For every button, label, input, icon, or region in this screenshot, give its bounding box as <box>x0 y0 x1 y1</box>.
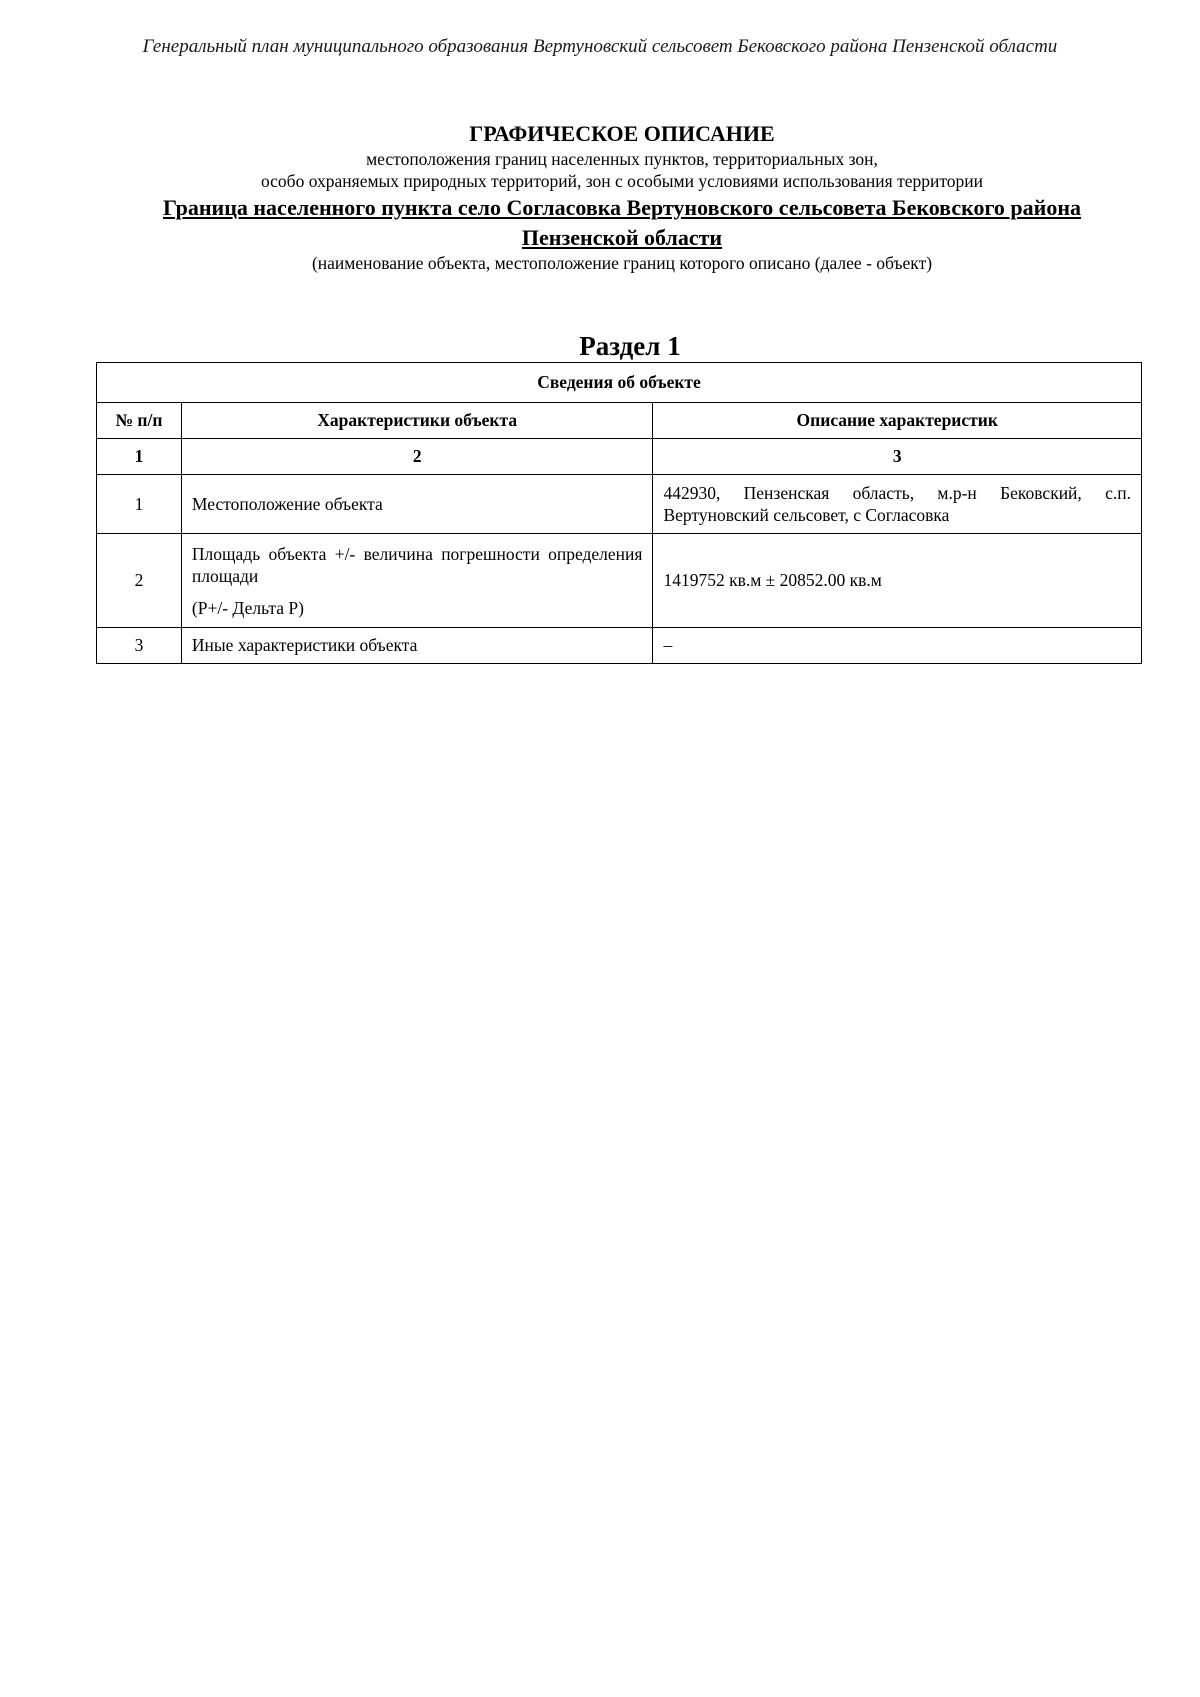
header-characteristic: Характеристики объекта <box>181 403 653 439</box>
column-number-row <box>97 439 1142 475</box>
header-description: Описание характеристик <box>653 403 1142 439</box>
table-row <box>97 475 1142 534</box>
header-number: № п/п <box>97 403 182 439</box>
object-caption: (наименование объекта, местоположение границ которого описано (далее - объект) <box>311 253 933 273</box>
document-title: ГРАФИЧЕСКОЕ ОПИСАНИЕ <box>469 121 775 146</box>
row-number: 2 <box>97 534 182 628</box>
table-caption-row <box>97 363 1142 403</box>
object-name-line-2: Пензенской области <box>521 225 723 250</box>
section-title: Раздел 1 <box>579 331 681 361</box>
table-header-row <box>97 403 1142 439</box>
object-info-table <box>96 362 1142 664</box>
row-characteristic: Площадь объекта +/- величина погрешности определения площади <box>191 543 643 586</box>
row-description: 1419752 кв.м ± 20852.00 кв.м <box>653 534 1142 628</box>
column-number-1: 1 <box>97 439 182 475</box>
column-number-3: 3 <box>653 439 1142 475</box>
row-number: 1 <box>97 475 182 534</box>
row-characteristic-note: (Р+/- Дельта Р) <box>191 597 304 618</box>
table-row <box>97 534 1142 628</box>
column-number-2: 2 <box>181 439 653 475</box>
row-characteristic-cell <box>181 534 653 628</box>
subtitle-line-2: особо охраняемых природных территорий, зон с особыми условиями использования территории <box>260 171 984 191</box>
row-description: 442930, Пензенская область, м.р-н Бековский, с.п. Вертуновский сельсовет, с Согласовка <box>653 475 1142 534</box>
running-header: Генеральный план муниципального образования Вертуновский сельсовет Бековского района Пензенской области <box>142 36 1058 57</box>
row-characteristic: Иные характеристики объекта <box>181 628 653 664</box>
object-name-line-1: Граница населенного пункта село Согласовка Вертуновского сельсовета Бековского района <box>163 195 1081 220</box>
row-description: – <box>653 628 1142 664</box>
table-caption: Сведения об объекте <box>97 363 1142 403</box>
subtitle-line-1: местоположения границ населенных пунктов, территориальных зон, <box>366 149 878 169</box>
table-row <box>97 628 1142 664</box>
row-number: 3 <box>97 628 182 664</box>
title-block <box>96 120 1148 274</box>
row-characteristic: Местоположение объекта <box>181 475 653 534</box>
